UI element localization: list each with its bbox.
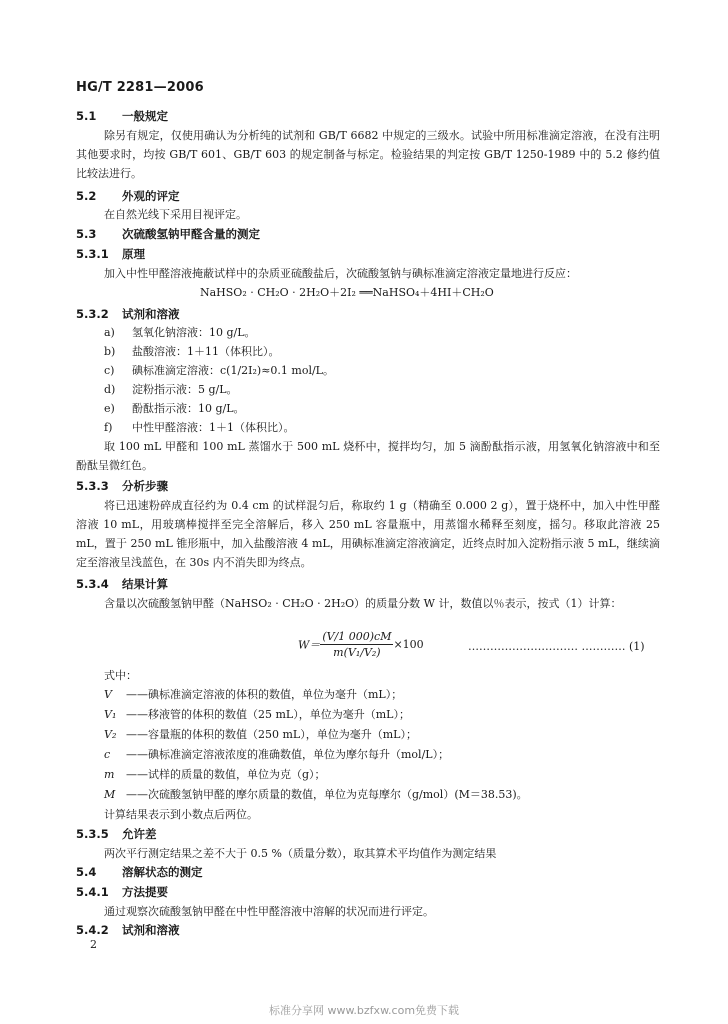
variable-definition: V₂ ——容量瓶的体积的数值（250 mL），单位为毫升（mL）； [104,728,417,741]
variable-definition: M ——次硫酸氢钠甲醛的摩尔质量的数值，单位为克每摩尔（g/mol）(M＝38.53)。 [104,788,528,801]
section-5-2-heading: 5.2 外观的评定 [76,189,180,203]
section-5-4-heading: 5.4 溶解状态的测定 [76,865,203,879]
section-5-3-3-body: 将已迅速粉碎成直径约为 0.4 cm 的试样混匀后，称取约 1 g（精确至 0.000 2 g），置于烧杯中，加入中性甲醛溶液 10 mL，用玻璃棒搅拌至完全溶解后，移入 250 mL 容量瓶中，用蒸馏水稀释至刻度，摇匀。移取此溶液 25 mL，置于 250 mL 锥形瓶中，加入盐酸溶液 4 mL，用碘标准滴定溶液滴定，近终点时加入淀粉指示液 5 mL，继续滴定至溶液呈浅蓝色，在 30s 内不消失即为终点。 [76,499,660,569]
reagent-item: f) 中性甲醛溶液：1＋1（体积比）。 [104,421,295,434]
section-5-3-heading: 5.3 次硫酸氢钠甲醛含量的测定 [76,227,260,241]
formula-number: ………………………… ………… (1) [468,640,645,653]
section-5-3-1-heading: 5.3.1 原理 [76,247,145,261]
section-5-3-4-body: 含量以次硫酸氢钠甲醛（NaHSO₂ · CH₂O · 2H₂O）的质量分数 W 计，数值以％表示，按式（1）计算： [104,597,622,610]
section-5-3-3-heading: 5.3.3 分析步骤 [76,479,168,493]
section-5-3-2-heading: 5.3.2 试剂和溶液 [76,307,180,321]
section-5-1-heading: 5.1 一般规定 [76,109,168,123]
section-5-4-2-heading: 5.4.2 试剂和溶液 [76,923,180,937]
variable-definition: V₁ ——移液管的体积的数值（25 mL），单位为毫升（mL）； [104,708,410,721]
where-label: 式中： [104,669,137,682]
page-number: 2 [90,938,97,951]
reagent-item: e) 酚酞指示液：10 g/L。 [104,402,245,415]
section-5-3-5-heading: 5.3.5 允许差 [76,827,157,841]
calculation-formula: W＝ $\frac{(V/1 000)cM}{\text{m(V₁/V₂)}}$ ×100 [298,630,424,659]
section-5-3-4-heading: 5.3.4 结果计算 [76,577,168,591]
section-5-1-body: 除另有规定，仅使用确认为分析纯的试剂和 GB/T 6682 中规定的三级水。试验中所用标准滴定溶液，在没有注明其他要求时，均按 GB/T 601、GB/T 603 的规定制备与标定。检验结果的判定按 GB/T 1250-1989 中的 5.2 修约值比较法进行。 [76,129,660,180]
standard-code-header: HG/T 2281—2006 [76,80,204,95]
variable-definition: V ——碘标准滴定溶液的体积的数值，单位为毫升（mL）； [104,688,403,701]
reagent-item: d) 淀粉指示液：5 g/L。 [104,383,238,396]
reagent-item: c) 碘标准滴定溶液：c(1/2I₂)≈0.1 mol/L。 [104,364,334,377]
variable-definition: m ——试样的质量的数值，单位为克（g）； [104,768,326,781]
result-precision-note: 计算结果表示到小数点后两位。 [104,808,258,821]
section-5-2-body: 在自然光线下采用目视评定。 [104,208,247,221]
section-5-4-1-heading: 5.4.1 方法提要 [76,885,168,899]
section-5-3-1-body: 加入中性甲醛溶液掩蔽试样中的杂质亚硫酸盐后，次硫酸氢钠与碘标准滴定溶液定量地进行反应： [104,267,577,280]
formula-fraction: $\frac{(V/1 000)cM}{\text{m(V₁/V₂)}}$ [322,630,392,659]
variable-definition: c ——碘标准滴定溶液浓度的准确数值，单位为摩尔每升（mol/L）； [104,748,450,761]
reagent-item: b) 盐酸溶液：1＋11（体积比）。 [104,345,280,358]
watermark-footer: 标准分享网 www.bzfxw.com免费下载 [268,1004,460,1017]
reagent-item: a) 氢氧化钠溶液：10 g/L。 [104,326,256,339]
section-5-4-1-body: 通过观察次硫酸氢钠甲醛在中性甲醛溶液中溶解的状况而进行评定。 [104,905,434,918]
reaction-equation: NaHSO₂ · CH₂O · 2H₂O＋2I₂ ══NaHSO₄＋4HI＋CH₂O [200,286,494,299]
neutral-formaldehyde-note: 取 100 mL 甲醛和 100 mL 蒸馏水于 500 mL 烧杯中，搅拌均匀，加 5 滴酚酞指示液，用氢氧化钠溶液中和至酚酞呈微红色。 [76,440,660,472]
section-5-3-5-body: 两次平行测定结果之差不大于 0.5 %（质量分数），取其算术平均值作为测定结果 [104,847,497,860]
